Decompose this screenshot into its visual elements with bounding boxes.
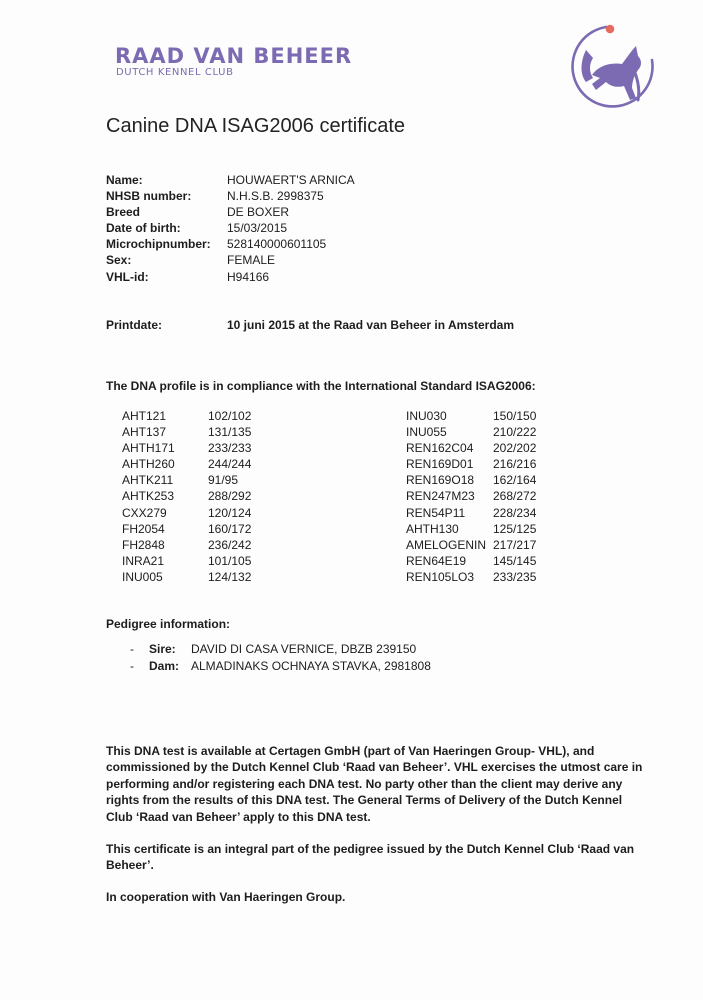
marker-name: INU030 <box>406 409 447 423</box>
marker-name: AHTH130 <box>406 521 459 536</box>
pedigree-heading: Pedigree information: <box>106 617 231 631</box>
marker-name: AMELOGENIN <box>406 537 487 552</box>
marker-name: CXX279 <box>122 505 167 520</box>
document-title: Canine DNA ISAG2006 certificate <box>106 115 406 137</box>
marker-row <box>406 488 536 504</box>
marker-value: 145/145 <box>493 553 537 568</box>
marker-value: 150/150 <box>493 409 537 423</box>
marker-row <box>122 440 251 456</box>
cooperation-paragraph: In cooperation with Van Haeringen Group. <box>106 890 346 904</box>
marker-name: REN169O18 <box>406 473 475 488</box>
marker-row <box>406 456 536 472</box>
marker-name: REN105LO3 <box>406 569 475 584</box>
marker-name: AHTH260 <box>122 457 175 472</box>
marker-name: INU055 <box>406 425 447 440</box>
marker-value: 236/242 <box>208 537 252 552</box>
marker-value: 124/132 <box>208 569 252 584</box>
info-label: NHSB number: <box>106 189 192 204</box>
marker-row <box>406 505 536 521</box>
info-label: Name: <box>106 173 143 187</box>
info-value: DE BOXER <box>227 205 290 220</box>
marker-row <box>406 408 536 424</box>
org-subtitle: DUTCH KENNEL CLUB <box>116 67 234 78</box>
marker-value: 268/272 <box>493 489 537 504</box>
marker-name: REN169D01 <box>406 457 474 472</box>
marker-row <box>406 521 536 537</box>
marker-value: 120/124 <box>208 505 252 520</box>
marker-row <box>122 456 251 472</box>
marker-value: 210/222 <box>493 425 537 440</box>
marker-table-left <box>122 408 251 585</box>
marker-table-right <box>406 408 536 585</box>
marker-name: FH2054 <box>122 521 165 536</box>
marker-value: 125/125 <box>493 521 537 536</box>
marker-row <box>122 553 251 569</box>
marker-value: 244/244 <box>208 457 252 472</box>
info-row-breed <box>106 204 355 220</box>
marker-name: AHTH171 <box>122 441 175 456</box>
info-row-name <box>106 172 355 188</box>
marker-value: 160/172 <box>208 521 252 536</box>
list-dash: - <box>130 659 134 673</box>
printdate-label: Printdate: <box>106 318 163 332</box>
dna-profile-heading: The DNA profile is in compliance with the International Standard ISAG2006: <box>106 379 536 393</box>
marker-name: INU005 <box>122 569 163 584</box>
marker-name: REN64E19 <box>406 553 467 568</box>
info-label: VHL-id: <box>106 269 149 284</box>
marker-row <box>122 472 251 488</box>
marker-name: AHT137 <box>122 425 167 440</box>
printdate-row <box>106 318 514 332</box>
pedigree-dam <box>130 658 431 675</box>
info-label: Breed <box>106 205 141 220</box>
marker-row <box>406 440 536 456</box>
marker-row <box>122 569 251 585</box>
pedigree-value: ALMADINAKS OCHNAYA STAVKA, 2981808 <box>191 659 431 673</box>
pedigree-sire <box>130 641 431 658</box>
marker-value: 228/234 <box>493 505 537 520</box>
marker-row <box>122 424 251 440</box>
marker-value: 202/202 <box>493 441 537 456</box>
marker-value: 233/235 <box>493 569 537 584</box>
marker-row <box>406 537 536 553</box>
marker-row <box>122 408 251 424</box>
marker-name: REN162C04 <box>406 441 474 456</box>
pedigree-label: Dam: <box>149 659 180 673</box>
marker-row <box>122 537 251 553</box>
marker-name: INRA21 <box>122 553 165 568</box>
info-value: HOUWAERT'S ARNICA <box>227 173 355 187</box>
info-row-date-of-birth <box>106 220 355 236</box>
marker-value: 288/292 <box>208 489 252 504</box>
marker-value: 102/102 <box>208 409 252 423</box>
marker-value: 162/164 <box>493 473 537 488</box>
marker-row <box>406 424 536 440</box>
pedigree-label: Sire: <box>149 642 176 656</box>
marker-value: 233/233 <box>208 441 252 456</box>
marker-value: 131/135 <box>208 425 252 440</box>
marker-row <box>406 553 536 569</box>
marker-row <box>122 505 251 521</box>
marker-name: FH2848 <box>122 537 165 552</box>
marker-row <box>122 521 251 537</box>
marker-name: AHTK253 <box>122 489 175 504</box>
marker-row <box>406 569 536 585</box>
marker-value: 91/95 <box>208 473 239 488</box>
integral-paragraph: This certificate is an integral part of the pedigree issued by the Dutch Kennel Club ‘Raad van Beheer’. <box>106 842 635 873</box>
marker-value: 216/216 <box>493 457 537 472</box>
info-label: Sex: <box>106 253 132 268</box>
marker-name: AHTK211 <box>122 473 174 488</box>
availability-paragraph: This DNA test is available at Certagen GmbH (part of Van Haeringen Group- VHL), and commissioned by the Dutch Kennel Club ‘Raad van Beheer’. VHL exercises the utmost care in performing and/or registering each DNA test. No party other than the client may derive any rights from the results of this DNA test. The General Terms of Delivery of the Dutch Kennel Club ‘Raad van Beheer’ apply to this DNA test. <box>106 744 643 824</box>
pedigree-list <box>130 641 431 675</box>
info-value: 528140000601105 <box>227 237 327 252</box>
marker-row <box>406 472 536 488</box>
marker-value: 217/217 <box>493 537 537 552</box>
marker-row <box>122 488 251 504</box>
info-value: FEMALE <box>227 253 276 268</box>
list-dash: - <box>130 642 134 656</box>
dog-jumping-logo-icon <box>566 20 660 114</box>
info-row-vhl-id <box>106 269 355 285</box>
printdate-value: 10 juni 2015 at the Raad van Beheer in Amsterdam <box>227 318 514 332</box>
info-row-sex <box>106 252 355 268</box>
info-value: H94166 <box>227 269 270 284</box>
info-row-microchip <box>106 236 355 252</box>
info-value: 15/03/2015 <box>227 221 288 236</box>
info-label: Microchipnumber: <box>106 237 211 252</box>
marker-value: 101/105 <box>208 553 252 568</box>
dog-info-section <box>106 172 355 285</box>
marker-name: REN54P11 <box>406 505 466 520</box>
marker-name: REN247M23 <box>406 489 475 504</box>
pedigree-value: DAVID DI CASA VERNICE, DBZB 239150 <box>191 642 417 656</box>
marker-name: AHT121 <box>122 409 167 423</box>
info-label: Date of birth: <box>106 221 181 236</box>
org-name: RAAD VAN BEHEER <box>115 44 353 68</box>
info-value: N.H.S.B. 2998375 <box>227 189 324 204</box>
info-row-nhsb <box>106 188 355 204</box>
